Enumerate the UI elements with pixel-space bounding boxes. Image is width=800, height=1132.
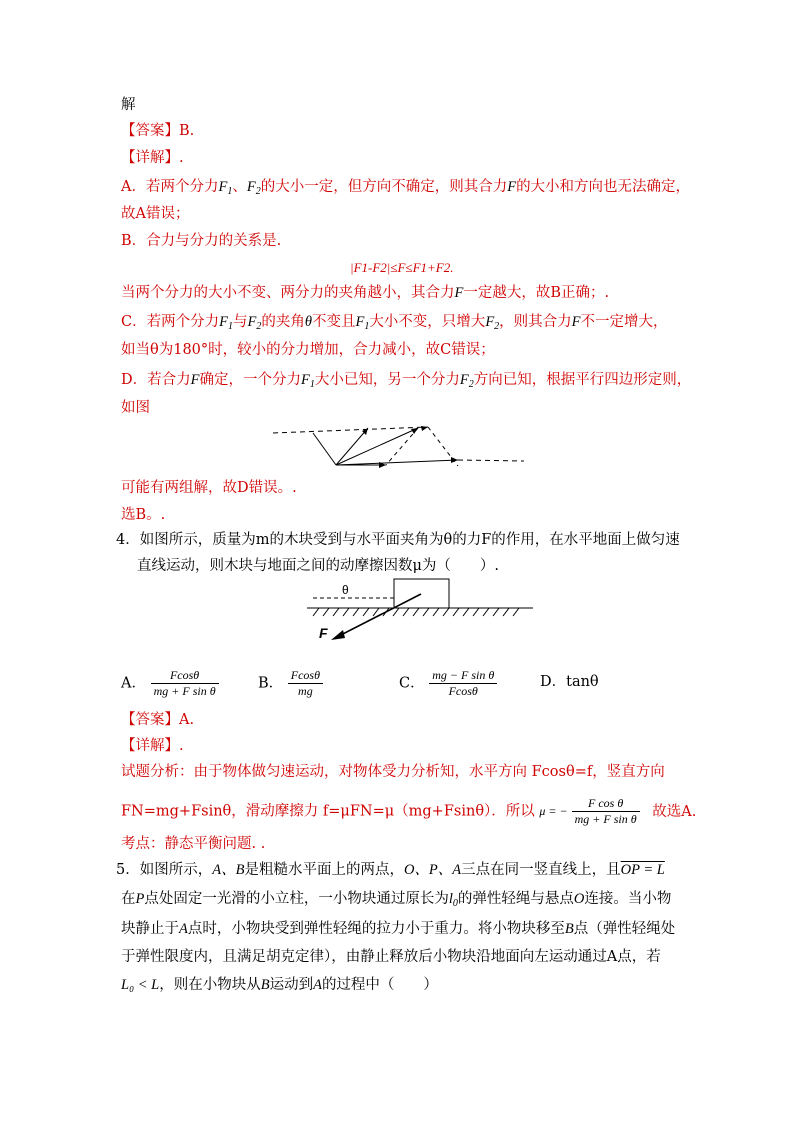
force-line-3 [336,428,418,465]
option-b-conclusion: 当两个分力的大小不变、两分力的夹角越小，其合力F一定越大，故B正确；. [121,285,610,301]
force-arrow-head [331,630,345,640]
angle-label: θ [342,583,349,597]
question-5-line-4: 于弹性限度内，且满足胡克定律），由静止释放后小物块沿地面向左运动通过A点，若 [121,949,661,965]
option-c-analysis: C．若两个分力$F_1$与$F_2$的夹角θ不变且$F_1$大小不变，只增大$F_2$，则其合力F不一定增大， [121,314,668,332]
explanation-label: 【详解】. [121,150,184,166]
dashed-line-top [273,427,428,433]
question-5-line-5: L₀ < L，则在小物块从B运动到A的过程中（ ） [121,977,438,993]
force-line-5 [336,460,458,465]
question-4-stem-1: 4．如图所示，质量为m的木块受到与水平面夹角为θ的力F的作用，在水平地面上做匀速 [116,532,680,548]
parallelogram-diagram [268,418,532,470]
dashed-line-mid [386,428,418,465]
dashed-line-extend [458,460,524,461]
continuation-text: 解 [121,97,136,113]
analysis-line-2: FN=mg+Fsinθ，滑动摩擦力 f=μFN=μ（mg+Fsinθ）．所以 μ = − $\frac{\text{F cos θ}}{\text{mg + F sin θ}}$ 故选A. [121,796,697,826]
option-b-analysis: B．合力与分力的关系是. [121,233,282,249]
option-d-analysis: D．若合力F确定，一个分力$F_1$大小已知，另一个分力$F_2$方向已知，根据平行四边形定则， [121,372,692,390]
option-d-figure-ref: 如图 [121,400,150,416]
force-inequality: |F1-F2|≤F≤F1+F2. [350,260,454,275]
analysis-line-1: 试题分析：由于物体做匀速运动，对物体受力分析知，水平方向 Fcosθ=f，竖直方向 [121,764,665,780]
answer-label-4: 【答案】A. [121,712,195,728]
topic-note: 考点：静态平衡问题. . [121,836,266,852]
explanation-label-4: 【详解】. [121,738,184,754]
block-on-ground-diagram [305,576,535,648]
final-choice: 选B。. [121,507,166,523]
option-a: A． $\frac{Fcos\theta}{\text{mg + F sin θ}}$ [121,668,219,699]
answer-label: 【答案】B. [121,123,195,139]
option-c: C． $\frac{\text{mg − F sin θ}}{Fcos\theta}$ [399,668,497,699]
option-b: B． $\frac{Fcos\theta}{mg}$ [258,668,323,699]
option-c-conclusion: 如当θ为180°时，较小的分力增加，合力减小，故C错误； [121,342,495,358]
force-arrow-line [335,594,421,638]
ground-hatching [313,608,519,616]
force-line-1 [313,433,336,465]
option-a-analysis: A．若两个分力$F_1$、$F_2$的大小一定，但方向不确定，则其合力F的大小和方向也无法确定， [121,179,691,197]
force-label: F [319,625,328,641]
question-5-line-2: 在P点处固定一光滑的小立柱，一小物块通过原长为$l_0$的弹性轻绳与悬点O连接。当小物 [121,891,672,909]
force-line-2 [336,428,368,465]
question-5-line-1: 5．如图所示，A、B是粗糙水平面上的两点，O、P、A三点在同一竖直线上，且OP = L [116,862,665,878]
question-4-stem-2: 直线运动，则木块与地面之间的动摩擦因数μ为（ ）. [137,558,500,574]
option-d: D．tanθ [540,674,599,690]
option-d-conclusion: 可能有两组解，故D错误。. [121,480,297,496]
question-5-line-3: 块静止于A点时，小物块受到弹性轻绳的拉力小于重力。将小物块移至B点（弹性轻绳处 [121,921,676,937]
option-a-conclusion: 故A错误； [121,206,190,222]
